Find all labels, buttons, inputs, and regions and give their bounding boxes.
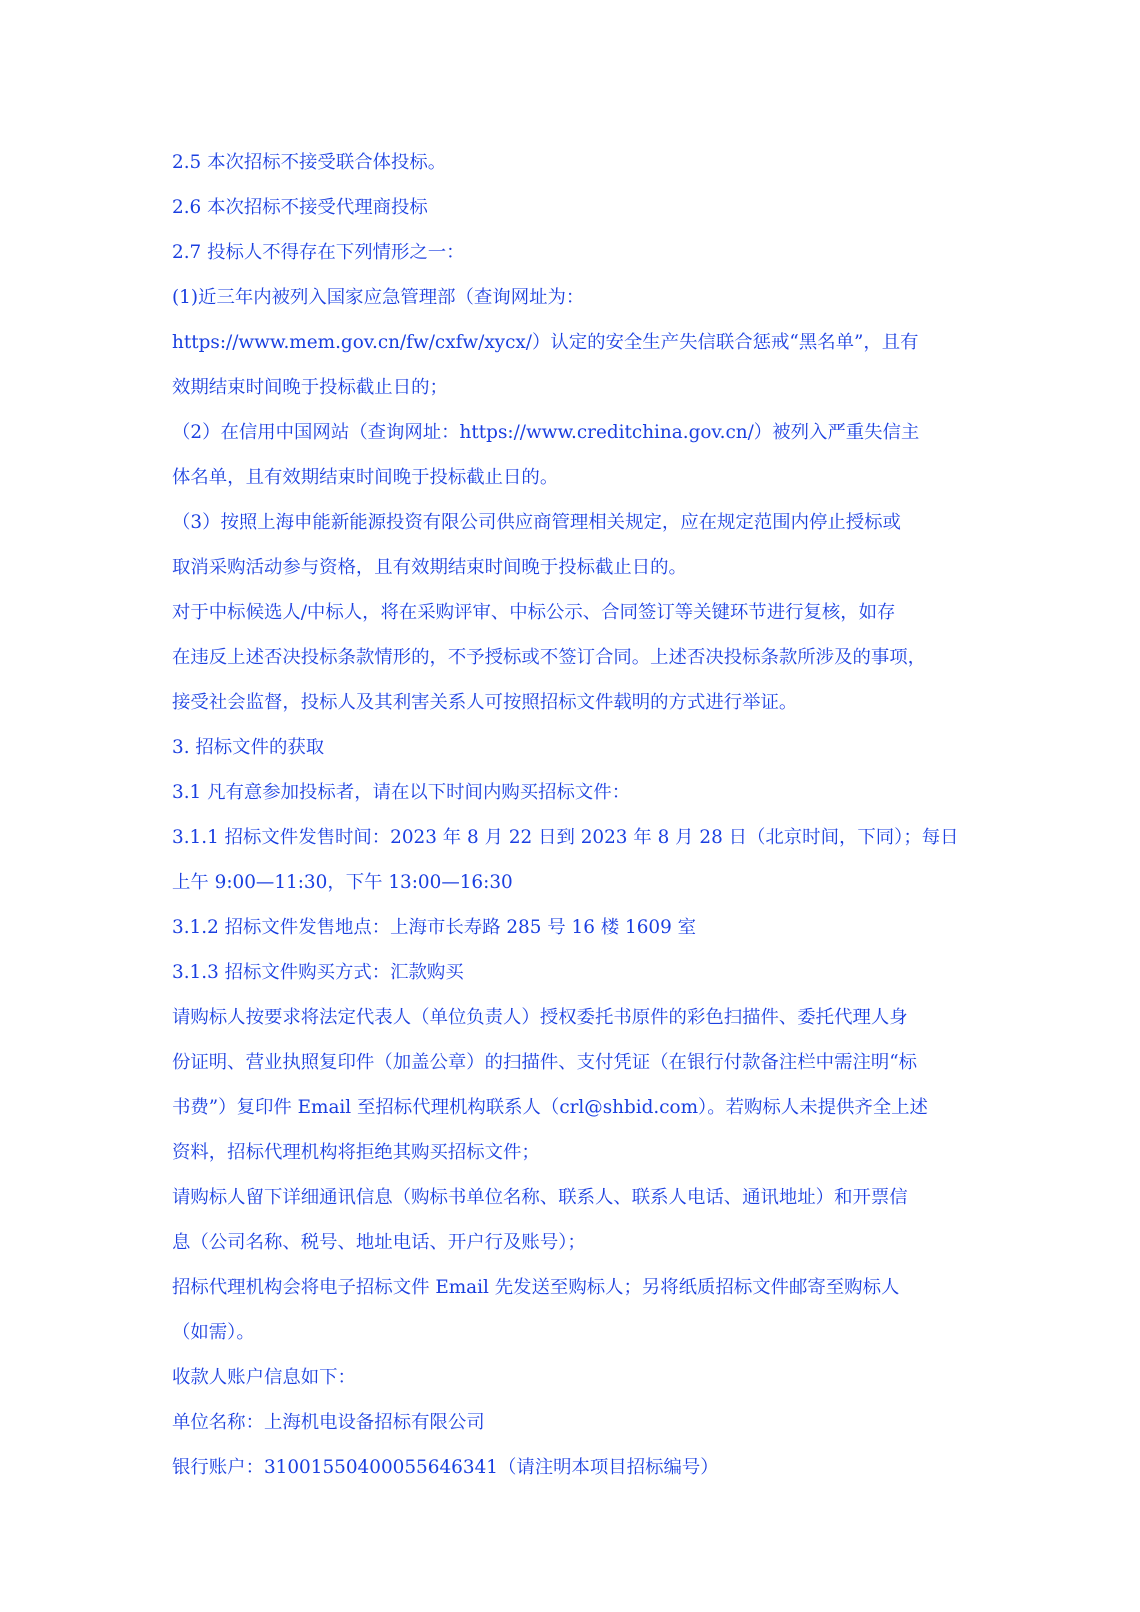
text-line: 请购标人按要求将法定代表人（单位负责人）授权委托书原件的彩色扫描件、委托代理人身 [172, 1007, 908, 1028]
text-line: 2.7 投标人不得存在下列情形之一： [172, 242, 465, 263]
section-heading: 3. 招标文件的获取 [172, 737, 325, 758]
text-line: 效期结束时间晚于投标截止日的； [172, 377, 448, 398]
text-line: 收款人账户信息如下： [172, 1367, 356, 1388]
text-line: （3）按照上海申能新能源投资有限公司供应商管理相关规定，应在规定范围内停止授标或 [172, 512, 901, 533]
text-line: 在违反上述否决投标条款情形的，不予授标或不签订合同。上述否决投标条款所涉及的事项， [172, 647, 927, 668]
text-line: 体名单，且有效期结束时间晚于投标截止日的。 [172, 467, 559, 488]
text-line: (1)近三年内被列入国家应急管理部（查询网址为： [172, 287, 585, 308]
text-line: https://www.mem.gov.cn/fw/cxfw/xycx/）认定的安全生产失信联合惩戒“黑名单”，且有 [172, 332, 919, 353]
text-line: 3.1.2 招标文件发售地点：上海市长寿路 285 号 16 楼 1609 室 [172, 917, 697, 938]
text-line: 对于中标候选人/中标人，将在采购评审、中标公示、合同签订等关键环节进行复核，如存 [172, 602, 896, 623]
text-line: 取消采购活动参与资格，且有效期结束时间晚于投标截止日的。 [172, 557, 687, 578]
text-line: 书费”）复印件 Email 至招标代理机构联系人（crl@shbid.com）。若购标人未提供齐全上述 [172, 1097, 928, 1118]
text-line: 银行账户：31001550400055646341（请注明本项目招标编号） [172, 1457, 719, 1478]
text-line: 招标代理机构会将电子招标文件 Email 先发送至购标人；另将纸质招标文件邮寄至购标人 [172, 1277, 900, 1298]
text-line: （2）在信用中国网站（查询网址：https://www.creditchina.gov.cn/）被列入严重失信主 [172, 422, 920, 443]
document-body [172, 140, 972, 1490]
text-line: （如需）。 [172, 1322, 255, 1343]
text-line: 上午 9:00—11:30，下午 13:00—16:30 [172, 872, 513, 893]
text-line: 息（公司名称、税号、地址电话、开户行及账号）； [172, 1232, 586, 1253]
text-line: 单位名称：上海机电设备招标有限公司 [172, 1412, 485, 1433]
text-line: 2.5 本次招标不接受联合体投标。 [172, 152, 447, 173]
text-line: 资料，招标代理机构将拒绝其购买招标文件； [172, 1142, 540, 1163]
text-line: 3.1 凡有意参加投标者，请在以下时间内购买招标文件： [172, 782, 631, 803]
text-line: 份证明、营业执照复印件（加盖公章）的扫描件、支付凭证（在银行付款备注栏中需注明“标 [172, 1052, 918, 1073]
text-line: 3.1.3 招标文件购买方式：汇款购买 [172, 962, 464, 983]
text-line: 3.1.1 招标文件发售时间：2023 年 8 月 22 日到 2023 年 8 月 28 日（北京时间，下同）；每日 [172, 827, 959, 848]
text-line: 2.6 本次招标不接受代理商投标 [172, 197, 428, 218]
text-line: 请购标人留下详细通讯信息（购标书单位名称、联系人、联系人电话、通讯地址）和开票信 [172, 1187, 908, 1208]
text-line: 接受社会监督，投标人及其利害关系人可按照招标文件载明的方式进行举证。 [172, 692, 798, 713]
